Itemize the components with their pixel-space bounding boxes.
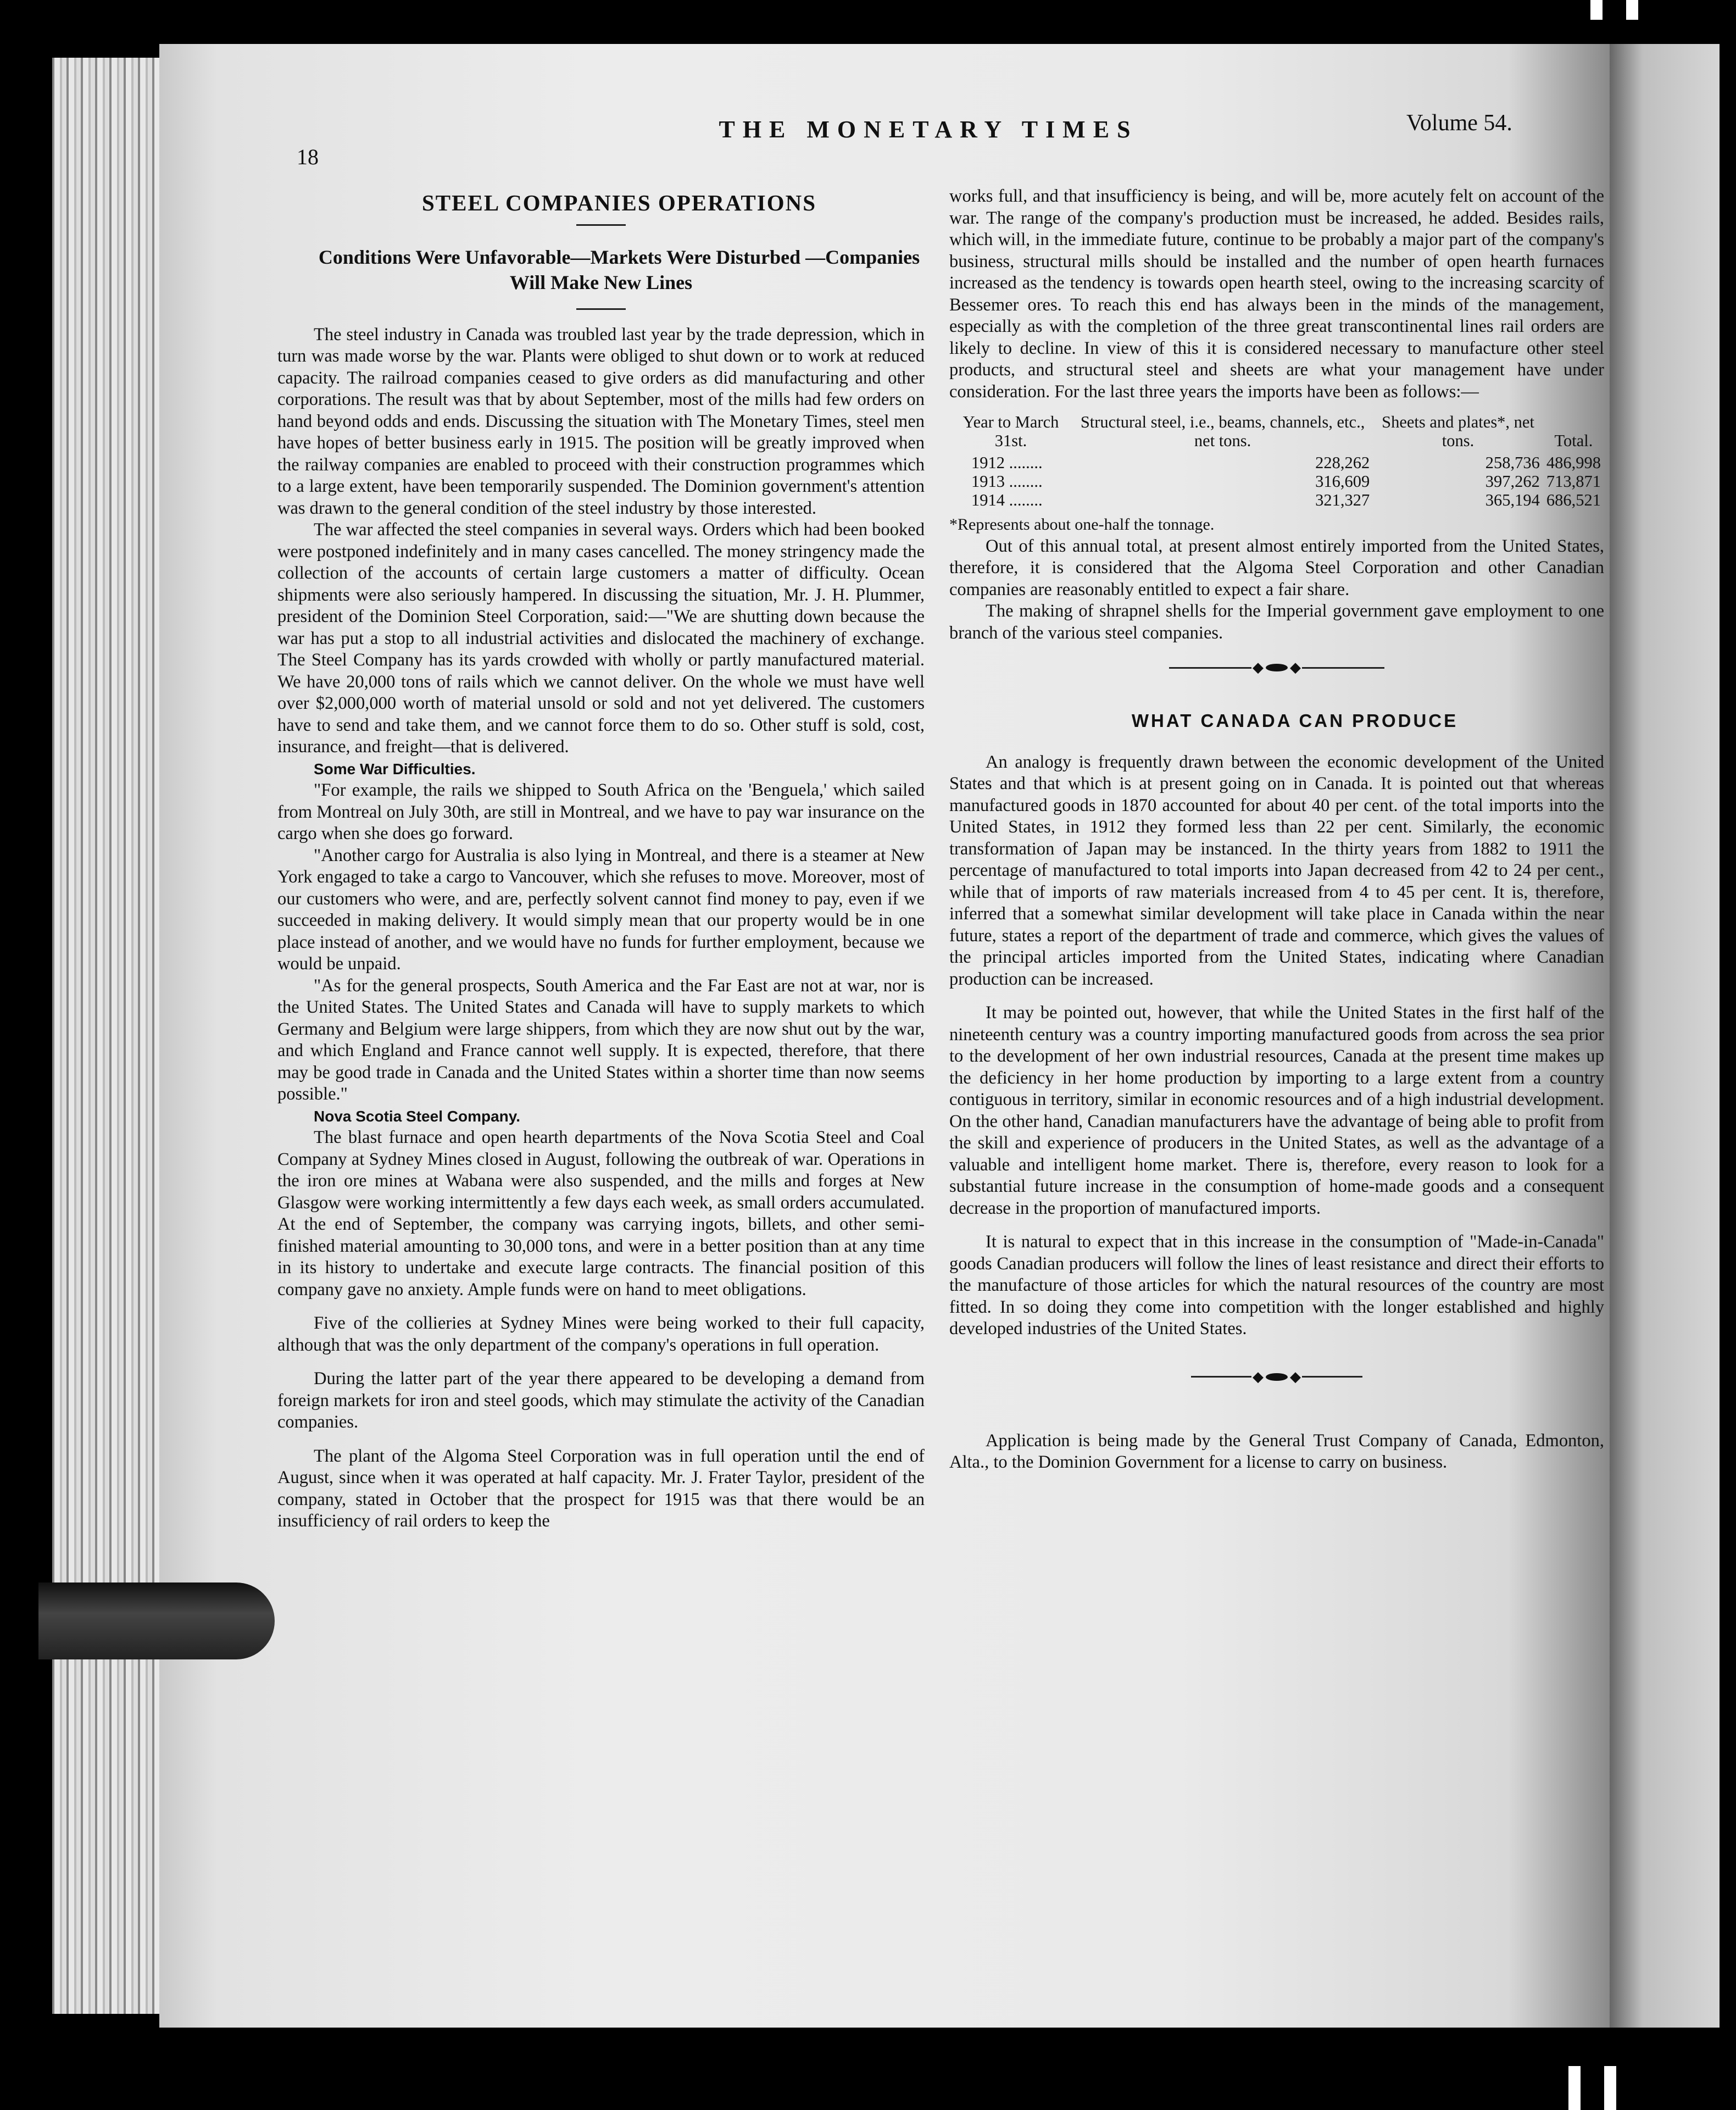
table-cell: 397,262	[1485, 472, 1540, 491]
paragraph: Five of the collieries at Sydney Mines were being worked to their full capacity, although that was the only department of the company's operations in full operation.	[277, 1313, 925, 1355]
paragraph: It is natural to expect that in this increase in the consumption of "Made-in-Canada" goods Canadian producers will follow the lines of least resistance and direct their efforts to the manufacture of those articles for which the natural resources of the country are most fitted. In so doing they come into competition with the longer established and highly developed industries of the United States.	[949, 1232, 1604, 1339]
subtitle-rule	[576, 308, 626, 310]
table-cell: 1914 ........	[971, 491, 1043, 509]
thumb-shadow	[38, 1582, 275, 1659]
table-cell: 486,998	[1546, 453, 1601, 472]
scan-corner-mark	[1568, 2066, 1581, 2110]
right-column	[949, 186, 1604, 1474]
scan-corner-mark	[1626, 0, 1638, 20]
scan-corner-mark	[1590, 0, 1603, 20]
table-header: Total.	[1554, 431, 1593, 450]
paragraph: Out of this annual total, at present almost entirely imported from the United States, therefore, it is considered that the Algoma Steel Corporation and other Canadian companies are reasonably entitled to expect a fair share.	[949, 536, 1604, 599]
table-header: Sheets and plates*, net tons.	[1382, 413, 1534, 450]
table-header: Year to March 31st.	[962, 413, 1059, 450]
paragraph: During the latter part of the year there appeared to be developing a demand from foreign markets for iron and steel goods, which may stimulate the activity of the Canadian companies.	[277, 1369, 925, 1432]
paragraph: The war affected the steel companies in several ways. Orders which had been booked were postponed indefinitely and in many cases cancelled. The money stringency made the collection of the accounts of certain large customers a matter of difficulty. Ocean shipments were also seriously hampered. In discussing the situation, Mr. J. H. Plummer, president of the Dominion Steel Corporation, said:—"We are shutting down because the war has put a stop to all industrial activities and dislocated the machinery of exchange. The Steel Company has its yards crowded with wholly or partly manufactured material. We have 20,000 tons of rails which we cannot deliver. On the whole we must have well over $2,000,000 worth of material unsold or sold and not yet delivered. The customers have to send and take them, and we cannot force them to do so. Other stuff is sold, cost, insurance, and freight—that is delivered.	[277, 520, 925, 757]
table-cell: 686,521	[1546, 491, 1601, 509]
paragraph-continued: works full, and that insufficiency is being, and will be, more acutely felt on account of the war. The range of the company's production must be increased, he added. Besides rails, which will, in the immediate future, continue to be probably a major part of the company's business, structural mills should be installed and the number of open hearth furnaces increased as the tendency is towards open hearth steel, owing to the increasing scarcity of Bessemer ores. To reach this end has always been in the minds of the management, especially as with the completion of the three great transcontinental lines rail orders are likely to decline. In view of this it is considered necessary to manufacture other steel products, and structural steel and sheets are what your management have under consideration. For the last three years the imports have been as follows:—	[949, 186, 1604, 402]
paragraph: An analogy is frequently drawn between the economic development of the United States and that which is at present going on in Canada. It is pointed out that whereas manufactured goods in 1870 accounted for about 40 per cent. of the total imports into the United States, in 1912 they formed less than 22 per cent. Similarly, the economic transformation of Japan may be instanced. In the thirty years from 1882 to 1911 the percentage of manufactured to total imports into Japan decreased from 42 to 24 per cent., while that of imports of raw materials increased from 4 to 45 per cent. It is, therefore, inferred that a somewhat similar development will take place in Canada within the near future, states a report of the department of trade and commerce, which gives the values of the principal articles imported from the United States, indicating where Canadian production can be increased.	[949, 752, 1604, 989]
section-ornament: ◆ ◆	[949, 660, 1604, 675]
table-row	[949, 453, 1604, 472]
paragraph: "For example, the rails we shipped to South Africa on the 'Benguela,' which sailed from Montreal on July 30th, are still in Montreal, and we have to pay war insurance on the cargo when she does go forward.	[277, 780, 925, 843]
page-number: 18	[297, 145, 319, 169]
table-row	[949, 472, 1604, 491]
title-rule	[576, 224, 626, 226]
table-header: Structural steel, i.e., beams, channels, etc., net tons.	[1080, 413, 1365, 450]
table-cell: 258,736	[1485, 453, 1540, 472]
table-cell: 1913 ........	[971, 472, 1043, 491]
facing-page-edge	[1610, 44, 1720, 2028]
paragraph: It may be pointed out, however, that while the United States in the first half of the nineteenth century was a country importing manufactured goods from across the sea prior to the development of her own industrial resources, Canada at the present time makes up the deficiency in her home production by importing to a large extent from a country contiguous in territory, similar in economic resources and of a high industrial development. On the other hand, Canadian manufacturers have the advantage of being able to profit from the skill and experience of producers in the United States, as well as the advantage of a valuable and intelligent home market. There is, therefore, every reason to look for a substantial future increase in the consumption of home-made goods and a consequent decrease in the proportion of manufactured imports.	[949, 1003, 1604, 1218]
paragraph: "As for the general prospects, South America and the Far East are not at war, nor is the United States. The United States and Canada will have to supply markets to which Germany and Belgium were large shippers, from which they are now shut out by the war, and which England and France cannot well supply. It is expected, therefore, that there may be good trade in Canada and the United States within a shorter time than now seems possible."	[277, 975, 925, 1104]
table-cell: 316,609	[1315, 472, 1370, 491]
imports-table	[949, 413, 1604, 509]
article-title: WHAT CANADA CAN PRODUCE	[1131, 710, 1459, 731]
table-cell: 228,262	[1315, 453, 1370, 472]
article-subtitle: Conditions Were Unfavorable—Markets Were Disturbed —Companies Will Make New Lines	[318, 246, 920, 293]
paragraph: "Another cargo for Australia is also lying in Montreal, and there is a steamer at New York engaged to take a cargo to Vancouver, which she refuses to move. Moreover, most of our customers who were, and are, perfectly solvent cannot find money to pay, even if we succeeded in making delivery. It would simply mean that our property would be in one place instead of another, and we would have no funds for further employment, because we would be unpaid.	[277, 845, 925, 974]
paragraph: The plant of the Algoma Steel Corporation was in full operation until the end of August, since when it was operated at half capacity. Mr. J. Frater Taylor, president of the company, stated in October that the prospect for 1915 was that there would be an insufficiency of rail orders to keep the	[277, 1446, 925, 1531]
table-cell: 1912 ........	[971, 453, 1043, 472]
paragraph: The steel industry in Canada was troubled last year by the trade depression, which in turn was made worse by the war. Plants were obliged to shut down or to work at reduced capacity. The railroad companies ceased to give orders as did manufacturing and other corporations. The result was that by about September, most of the mills had few orders on hand beyond odds and ends. Discussing the situation with The Monetary Times, steel men have hopes of better business early in 1915. The position will be greatly improved when the railway companies are enabled to proceed with their construction programmes which to a large extent, have been temporarily suspended. The Dominion government's attention was drawn to the general condition of the steel industry by those interested.	[277, 324, 925, 518]
left-column	[277, 192, 925, 1532]
table-cell: 713,871	[1546, 472, 1601, 491]
table-row	[949, 491, 1604, 509]
scan-corner-mark	[1604, 2066, 1616, 2110]
section-ornament: ◆ ◆	[949, 1370, 1604, 1384]
volume-label: Volume 54.	[1406, 110, 1512, 136]
notice-paragraph: Application is being made by the General Trust Company of Canada, Edmonton, Alta., to the Dominion Government for a license to carry on business.	[949, 1430, 1604, 1472]
running-head: THE MONETARY TIMES	[719, 116, 1138, 143]
section-heading: Some War Difficulties.	[314, 760, 476, 778]
paragraph: The making of shrapnel shells for the Imperial government gave employment to one branch of the various steel companies.	[949, 601, 1604, 643]
table-cell: 321,327	[1315, 491, 1370, 509]
section-heading: Nova Scotia Steel Company.	[314, 1107, 521, 1125]
table-footnote: *Represents about one-half the tonnage.	[949, 515, 1215, 534]
table-cell: 365,194	[1485, 491, 1540, 509]
paragraph: The blast furnace and open hearth departments of the Nova Scotia Steel and Coal Company at Sydney Mines closed in August, following the outbreak of war. Operations in the iron ore mines at Wabana were also suspended, and the mills and forges at New Glasgow were working intermittently a few days each week, as small orders accumulated. At the end of September, the company was carrying ingots, billets, and other semi-finished material amounting to 30,000 tons, and were in a better position than at any time in its history to undertake and execute large contracts. The financial position of this company gave no anxiety. Ample funds were on hand to meet obligations.	[277, 1128, 925, 1300]
article-title: STEEL COMPANIES OPERATIONS	[421, 190, 816, 215]
